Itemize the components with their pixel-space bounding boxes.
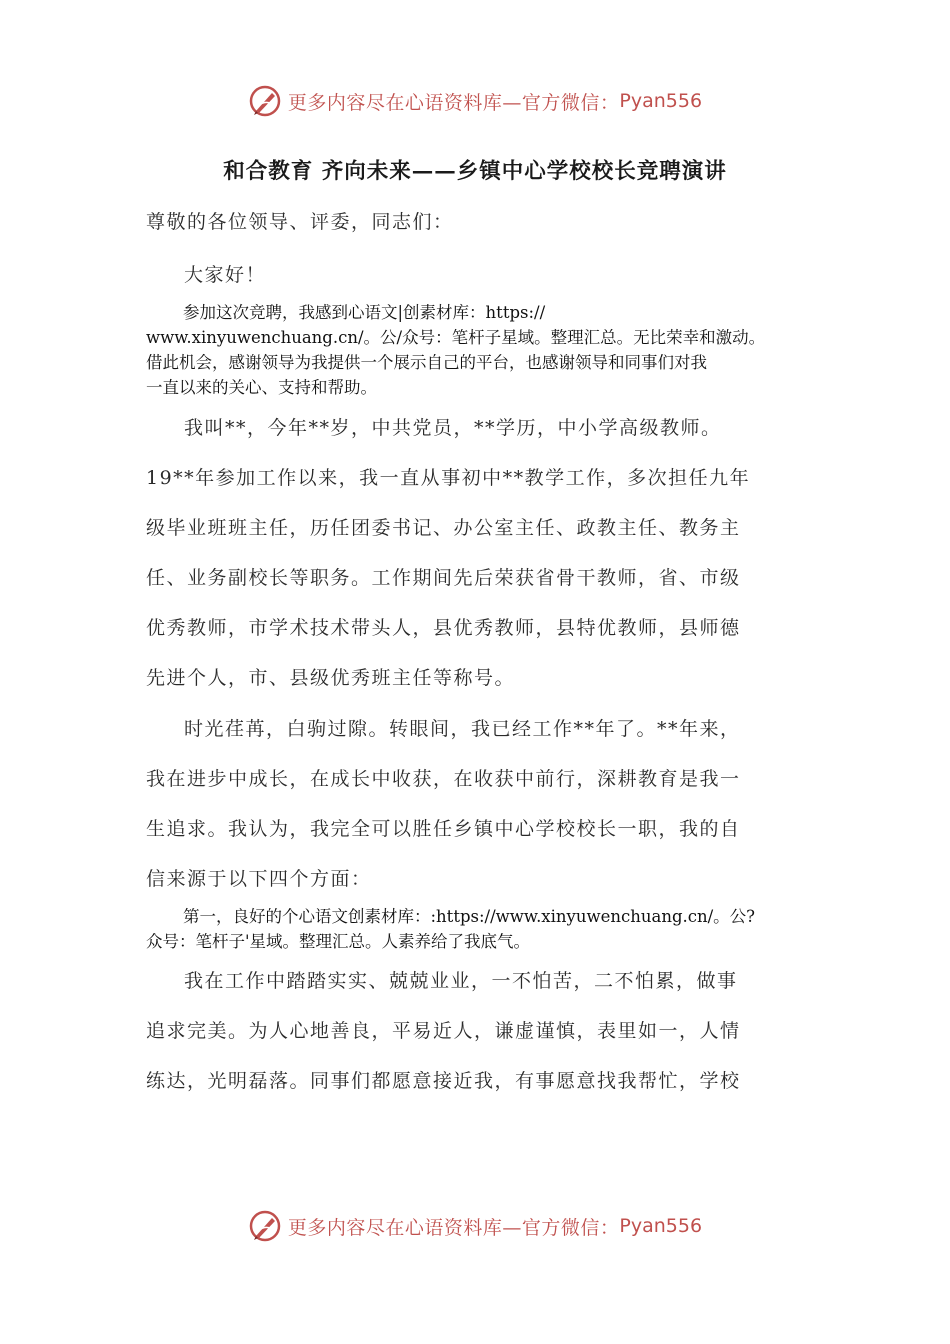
banner-text: 更多内容尽在心语资料库—官方微信： <box>287 1216 620 1239</box>
time-line: 信来源于以下四个方面： <box>146 868 372 890</box>
work-line: 练达，光明磊落。同事们都愿意接近我，有事愿意找我帮忙，学校 <box>146 1070 741 1092</box>
intro-line: 借此机会，感谢领导为我提供一个展示自己的平台，也感谢领导和同事们对我 <box>146 353 707 372</box>
bio-line: 任、业务副校长等职务。工作期间先后荣获省骨干教师，省、市级 <box>146 567 741 589</box>
greeting: 大家好！ <box>184 264 267 286</box>
first-point-line: 第一，良好的个心语文创素材库：:https://www.xinyuwenchuang.cn/。公? <box>183 907 756 926</box>
footer-banner <box>0 1209 950 1243</box>
banner-wechat-id: Pyan556 <box>619 90 703 112</box>
first-point-line: 众号：笔杆子'星域。整理汇总。人素养给了我底气。 <box>146 932 531 951</box>
work-line: 我在工作中踏踏实实、兢兢业业，一不怕苦，二不怕累，做事 <box>184 970 738 992</box>
intro-line: 一直以来的关心、支持和帮助。 <box>146 378 377 397</box>
intro-line: www.xinyuwenchuang.cn/。公/众号：笔杆子星域。整理汇总。无比荣幸和激动。 <box>146 328 766 347</box>
quill-pen-icon <box>248 1209 282 1243</box>
bio-line: 优秀教师，市学术技术带头人，县优秀教师，县特优教师，县师德 <box>146 617 741 639</box>
bio-line: 19**年参加工作以来，我一直从事初中**教学工作，多次担任九年 <box>146 467 751 489</box>
document-title: 和合教育 齐向未来——乡镇中心学校校长竞聘演讲 <box>223 159 727 184</box>
banner-wechat-id: Pyan556 <box>619 1215 703 1237</box>
intro-line: 参加这次竞聘，我感到心语文|创素材库：https:// <box>183 303 546 322</box>
quill-pen-icon <box>248 84 282 118</box>
time-line: 我在进步中成长，在成长中收获，在收获中前行，深耕教育是我一 <box>146 768 741 790</box>
bio-line: 我叫**，今年**岁，中共党员，**学历，中小学高级教师。 <box>184 417 722 439</box>
time-line: 时光荏苒，白驹过隙。转眼间，我已经工作**年了。**年来， <box>184 718 741 740</box>
time-line: 生追求。我认为，我完全可以胜任乡镇中心学校校长一职，我的自 <box>146 818 741 840</box>
bio-line: 级毕业班班主任，历任团委书记、办公室主任、政教主任、教务主 <box>146 517 741 539</box>
banner-text: 更多内容尽在心语资料库—官方微信： <box>287 91 620 114</box>
salutation: 尊敬的各位领导、评委，同志们： <box>146 211 454 233</box>
work-line: 追求完美。为人心地善良，平易近人，谦虚谨慎，表里如一，人情 <box>146 1020 741 1042</box>
bio-line: 先进个人，市、县级优秀班主任等称号。 <box>146 667 516 689</box>
header-banner <box>0 84 950 118</box>
